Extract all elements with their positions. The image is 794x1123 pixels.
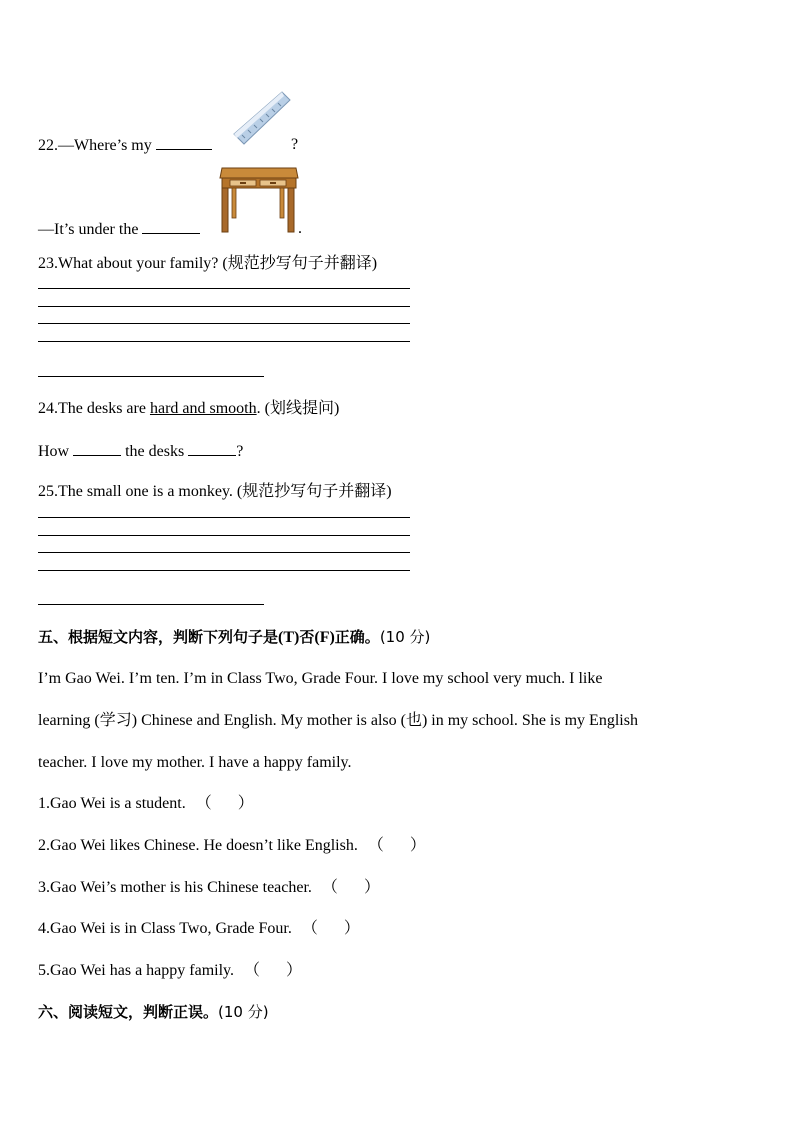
answer-bracket-1[interactable] [196,795,254,812]
section5-title-part-b: 否 [299,628,315,646]
q25-prompt [38,482,392,502]
q22-line2-text: —It’s under the [38,221,139,238]
q24-underlined-phrase: hard and smooth [149,400,257,417]
q25-text: 25.The small one is a monkey. [38,483,233,500]
section6-title-text: 六、阅读短文，判断正误。 [38,1003,219,1021]
judgement-item-text: 2.Gao Wei likes Chinese. He doesn’t like English. [38,837,358,854]
answer-bracket-2[interactable] [368,837,426,854]
bracket-open: （ [244,962,261,979]
q23-prompt [38,254,377,274]
q24-hint: (划线提问) [264,400,340,417]
q25-hint: (规范抄写句子并翻译) [236,483,392,500]
judgement-item-5 [38,961,302,981]
q22-line1-end: ? [291,136,299,153]
judgement-item-text: 4.Gao Wei is in Class Two, Grade Four. [38,920,292,937]
judgement-item-4 [38,919,360,939]
judgement-item-text: 1.Gao Wei is a student. [38,795,186,812]
q24-answer-the-desks: the desks [125,443,185,460]
q24-blank-1[interactable] [73,441,121,456]
q23-writing-line-4[interactable] [38,341,410,342]
q24-period: . [256,400,261,417]
passage-line-3: teacher. I love my mother. I have a happy family. [38,754,352,771]
answer-bracket-3[interactable] [322,879,380,896]
q23-writing-line-1[interactable] [38,288,410,289]
bracket-close: ） [286,962,303,979]
q24-answer-how: How [38,443,70,460]
judgement-item-text: 5.Gao Wei has a happy family. [38,962,234,979]
q23-writing-line-2[interactable] [38,306,410,307]
section5-title [38,627,430,648]
judgement-item-3 [38,878,380,898]
q24-answer-question-mark: ? [236,443,244,460]
q25-translation-line[interactable] [38,604,264,605]
q25-writing-line-3[interactable] [38,552,410,553]
q22-line1-text: 22.—Where’s my [38,137,152,154]
section6-points: (10 分) [218,1003,269,1021]
q22-line1 [38,135,212,156]
judgement-item-text: 3.Gao Wei’s mother is his Chinese teacher. [38,879,312,896]
q23-text: 23.What about your family? [38,255,219,272]
section5-title-f: (F) [314,629,335,646]
q23-hint: (规范抄写句子并翻译) [222,255,378,272]
passage-line-2: learning (学习) Chinese and English. My mother is also (也) in my school. She is my English [38,712,638,729]
bracket-close: ） [343,920,360,937]
section5-title-t: (T) [278,629,300,646]
q25-writing-line-2[interactable] [38,535,410,536]
bracket-close: ） [237,795,254,812]
bracket-open: （ [195,795,212,812]
judgement-item-1 [38,794,254,814]
q24-text: 24.The desks are [38,400,146,417]
answer-bracket-4[interactable] [302,920,360,937]
judgement-item-2 [38,836,426,856]
q22-line2 [38,219,200,240]
q22-line2-end: . [298,220,302,237]
q23-translation-line[interactable] [38,376,264,377]
q24-answer [38,441,243,462]
q22-blank-2[interactable] [142,219,200,234]
q23-writing-line-3[interactable] [38,323,410,324]
section5-title-part-c: 正确。 [334,628,380,646]
section5-points: (10 分) [379,628,431,646]
passage-line-1: I’m Gao Wei. I’m ten. I’m in Class Two, Grade Four. I love my school very much. I like [38,670,603,687]
q25-writing-line-1[interactable] [38,517,410,518]
bracket-open: （ [367,837,384,854]
q24-prompt [38,399,339,419]
bracket-open: （ [301,920,318,937]
q25-writing-line-4[interactable] [38,570,410,571]
ruler-icon [232,88,294,148]
section5-title-part-a: 五、根据短文内容，判断下列句子是 [38,628,279,646]
q22-blank-1[interactable] [156,135,212,150]
desk-icon [218,162,300,234]
q24-blank-2[interactable] [188,441,236,456]
bracket-open: （ [321,879,338,896]
bracket-close: ） [409,837,426,854]
bracket-close: ） [363,879,380,896]
section6-title [38,1002,269,1022]
answer-bracket-5[interactable] [244,962,302,979]
